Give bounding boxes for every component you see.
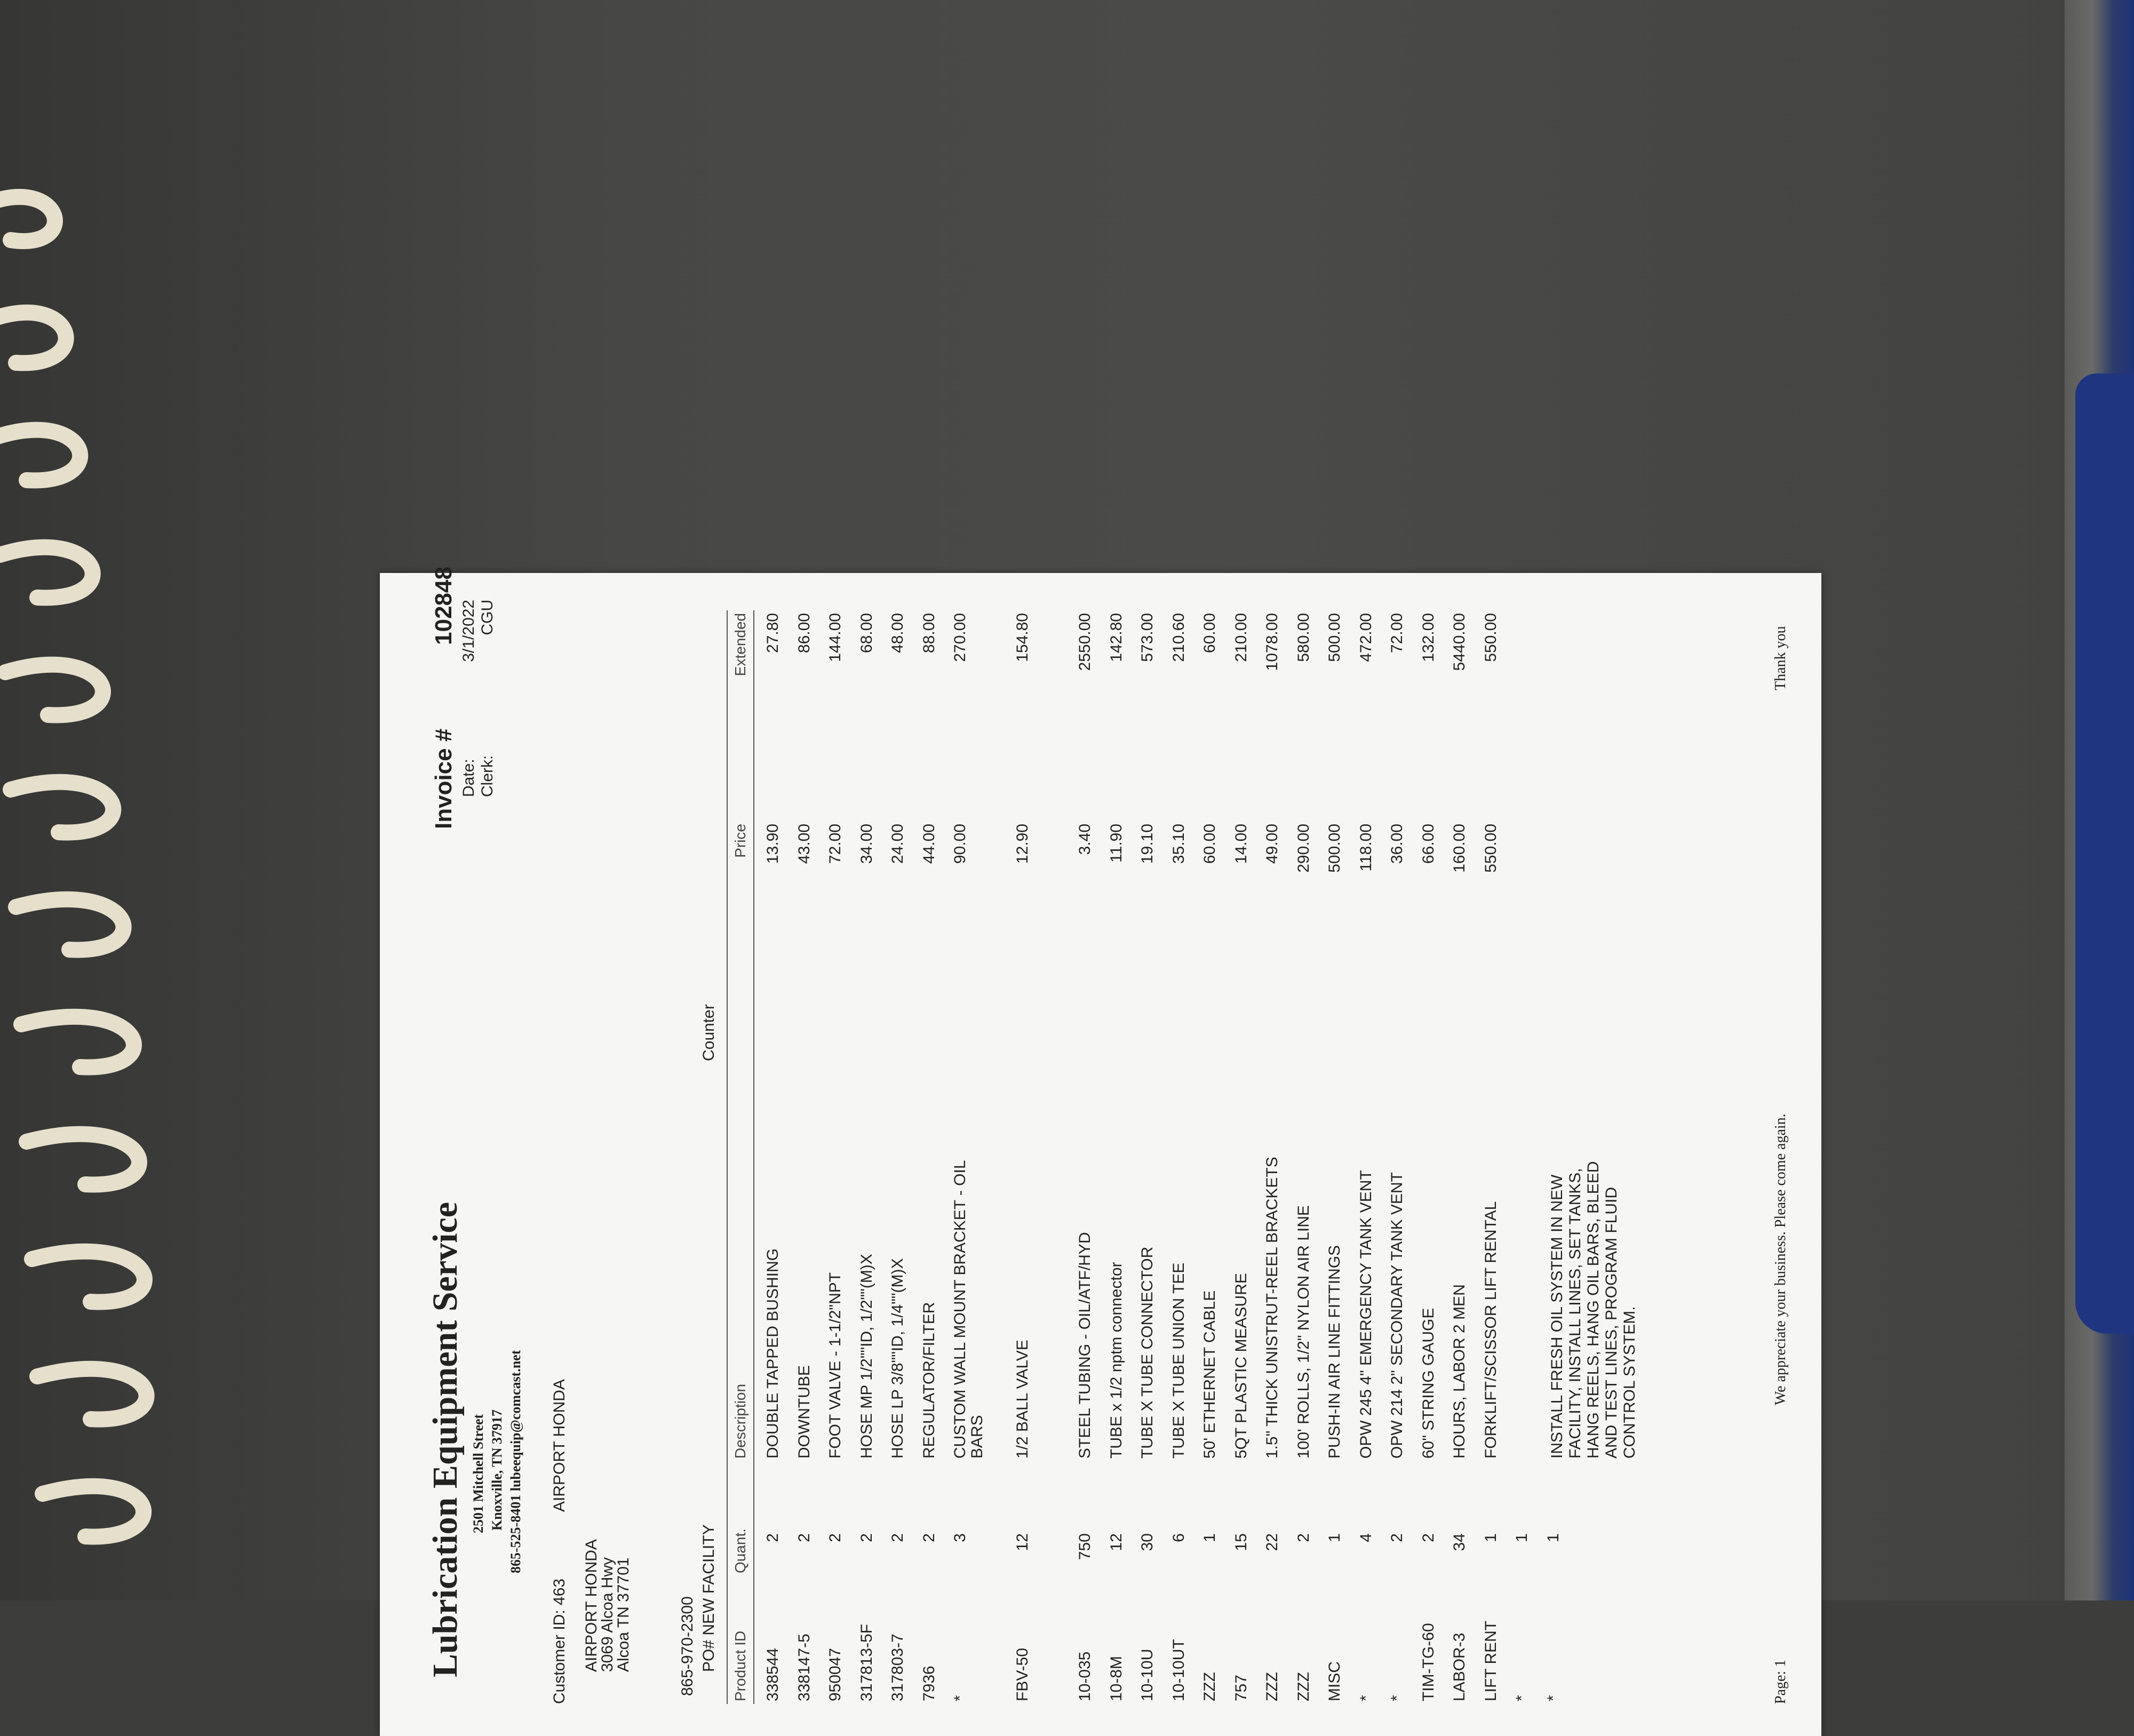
item-qty: 1 <box>1326 1533 1343 1542</box>
col-quant: Quant. <box>732 1528 749 1573</box>
item-qty: 2 <box>920 1533 938 1542</box>
item-qty: 4 <box>1357 1533 1375 1542</box>
item-pid: ZZZ <box>1201 1672 1219 1701</box>
item-price: 43.00 <box>795 824 813 864</box>
note-line: CONTROL SYSTEM. <box>1621 1306 1638 1459</box>
invoice-paper-wrap <box>380 294 1821 1704</box>
po-number: PO# NEW FACILITY <box>700 1524 718 1672</box>
item-qty: 34 <box>1451 1533 1468 1551</box>
coiled-cord <box>0 0 245 1600</box>
blue-cloth <box>2075 373 2134 1334</box>
item-desc: HOSE LP 3/8""ID, 1/4""(M)X <box>889 1258 906 1459</box>
note-line: AND TEST LINES, PROGRAM FLUID <box>1603 1187 1620 1459</box>
item-qty: 3 <box>951 1533 969 1542</box>
item-ext: 72.00 <box>1388 613 1406 654</box>
item-pid: 338147-5 <box>795 1634 813 1701</box>
date-label: Date: <box>460 759 477 797</box>
item-desc: TUBE X TUBE UNION TEE <box>1169 1262 1188 1459</box>
item-pid: TIM-TG-60 <box>1419 1623 1437 1701</box>
invoice-number: 102848 <box>431 567 457 645</box>
item-qty: 2 <box>1419 1533 1437 1542</box>
item-price: 290.00 <box>1294 824 1312 873</box>
item-qty: 2 <box>764 1533 782 1542</box>
item-pid: * <box>1513 1695 1531 1701</box>
item-qty: 2 <box>1294 1533 1312 1542</box>
item-price: 60.00 <box>1201 824 1219 864</box>
item-ext: 132.00 <box>1419 613 1437 662</box>
item-ext: 550.00 <box>1482 613 1500 662</box>
item-qty: 22 <box>1263 1533 1281 1551</box>
invoice-paper <box>380 567 1821 1736</box>
page-number: Page: 1 <box>1772 1659 1789 1704</box>
item-price: 49.00 <box>1263 824 1281 864</box>
item-ext: 270.00 <box>951 613 969 662</box>
item-desc: CUSTOM WALL MOUNT BRACKET - OIL <box>951 1160 969 1459</box>
item-desc: TUBE X TUBE CONNECTOR <box>1138 1246 1156 1459</box>
item-price: 13.90 <box>764 824 782 864</box>
item-ext: 2550.00 <box>1076 613 1094 671</box>
item-desc: DOWNTUBE <box>795 1365 813 1459</box>
item-ext: 86.00 <box>795 613 813 654</box>
item-desc: REGULATOR/FILTER <box>920 1302 938 1459</box>
header-rule-bottom <box>753 610 754 1704</box>
item-price: 66.00 <box>1419 824 1437 864</box>
company-contact: 865-525-8401 lubeequip@comcast.net <box>508 1350 523 1573</box>
company-name: Lubrication Equipment Service <box>426 1201 465 1677</box>
item-ext: 500.00 <box>1326 613 1343 662</box>
item-price: 44.00 <box>920 824 938 864</box>
item-qty: 2 <box>1388 1533 1406 1542</box>
item-pid: 10-10UT <box>1169 1639 1188 1701</box>
item-pid: LABOR-3 <box>1451 1633 1468 1701</box>
clerk-code: CGU <box>479 600 496 635</box>
item-pid: 10-035 <box>1076 1651 1094 1701</box>
item-pid: 338544 <box>764 1647 782 1701</box>
item-desc: FOOT VALVE - 1-1/2"NPT <box>826 1272 844 1459</box>
item-desc: 1.5" THICK UNISTRUT-REEL BRACKETS <box>1263 1157 1281 1459</box>
customer-city: Alcoa TN 37701 <box>615 1557 632 1672</box>
company-street: 2501 Mitchell Street <box>471 1414 486 1533</box>
item-qty: 2 <box>795 1533 813 1542</box>
item-pid: * <box>1388 1695 1406 1701</box>
item-ext: 48.00 <box>889 613 906 654</box>
item-pid: 757 <box>1232 1674 1250 1701</box>
item-price: 24.00 <box>889 824 906 864</box>
item-qty: 15 <box>1232 1533 1250 1551</box>
item-desc: OPW 245 4" EMERGENCY TANK VENT <box>1357 1170 1375 1459</box>
item-ext: 154.80 <box>1014 613 1031 662</box>
item-desc: DOUBLE TAPPED BUSHING <box>764 1248 782 1459</box>
item-qty: 12 <box>1014 1533 1031 1551</box>
item-pid: * <box>951 1695 969 1701</box>
item-qty: 1 <box>1544 1533 1562 1542</box>
item-desc: STEEL TUBING - OIL/ATF/HYD <box>1076 1232 1094 1459</box>
item-price: 35.10 <box>1169 824 1188 864</box>
note-line: INSTALL FRESH OIL SYSTEM IN NEW <box>1548 1174 1566 1459</box>
item-pid: ZZZ <box>1263 1672 1281 1701</box>
item-pid: 10-10U <box>1138 1649 1156 1701</box>
item-desc: FORKLIFT/SCISSOR LIFT RENTAL <box>1482 1201 1500 1459</box>
item-price: 118.00 <box>1357 824 1375 872</box>
item-ext: 88.00 <box>920 613 938 654</box>
item-ext: 142.80 <box>1107 613 1125 662</box>
col-product-id: Product ID <box>732 1630 749 1701</box>
item-price: 19.10 <box>1138 824 1156 864</box>
item-price: 34.00 <box>857 824 875 864</box>
item-ext: 210.00 <box>1232 613 1250 662</box>
item-price: 36.00 <box>1388 824 1406 864</box>
item-pid: ZZZ <box>1294 1672 1312 1701</box>
item-pid: LIFT RENT <box>1482 1620 1500 1701</box>
item-qty: 2 <box>826 1533 844 1542</box>
item-qty: 1 <box>1482 1533 1500 1542</box>
item-qty: 12 <box>1107 1533 1125 1551</box>
col-price: Price <box>732 824 749 858</box>
item-qty: 1 <box>1201 1533 1219 1542</box>
item-ext: 573.00 <box>1138 613 1156 662</box>
item-price: 12.90 <box>1014 824 1031 864</box>
customer-name: AIRPORT HONDA <box>583 1539 600 1672</box>
item-desc2: BARS <box>968 1415 986 1459</box>
item-price: 160.00 <box>1451 824 1468 873</box>
item-desc: PUSH-IN AIR LINE FITTINGS <box>1326 1245 1343 1459</box>
item-price: 550.00 <box>1482 824 1500 873</box>
item-price: 90.00 <box>951 824 969 864</box>
item-ext: 210.60 <box>1169 613 1188 662</box>
item-pid: 10-8M <box>1107 1655 1125 1701</box>
item-price: 11.90 <box>1107 824 1125 863</box>
item-qty: 2 <box>889 1533 906 1542</box>
customer-street: 3069 Alcoa Hwy <box>599 1557 616 1672</box>
item-desc: 1/2 BALL VALVE <box>1014 1340 1031 1459</box>
item-desc: TUBE x 1/2 nptm connector <box>1107 1262 1125 1459</box>
col-description: Description <box>732 1383 749 1459</box>
item-pid: 950047 <box>826 1647 844 1701</box>
terms-counter: Counter <box>700 1004 718 1061</box>
item-ext: 144.00 <box>826 613 844 662</box>
footer-thanks: Thank you <box>1772 626 1789 690</box>
item-pid: * <box>1544 1695 1562 1701</box>
customer-phone: 865-970-2300 <box>679 1596 696 1696</box>
note-line: FACILITY, INSTALL LINES, SET TANKS, <box>1566 1168 1584 1459</box>
customer-id: Customer ID: 463 <box>551 1578 568 1704</box>
item-pid: 7936 <box>920 1666 938 1701</box>
item-qty: 30 <box>1138 1533 1156 1551</box>
item-ext: 5440.00 <box>1451 613 1468 671</box>
footer-message: We appreciate your business. Please come again. <box>1772 1113 1789 1405</box>
item-desc: HOSE MP 1/2""ID, 1/2""(M)X <box>857 1254 875 1459</box>
item-desc: 5QT PLASTIC MEASURE <box>1232 1273 1250 1459</box>
item-pid: 317813-5F <box>857 1623 875 1701</box>
item-ext: 1078.00 <box>1263 613 1281 671</box>
item-qty: 750 <box>1076 1533 1094 1560</box>
customer-name-top: AIRPORT HONDA <box>551 1379 568 1512</box>
item-ext: 27.80 <box>764 613 782 654</box>
col-extended: Extended <box>732 613 749 676</box>
item-desc: 100' ROLLS, 1/2" NYLON AIR LINE <box>1294 1205 1312 1459</box>
item-pid: MISC <box>1326 1661 1343 1701</box>
header-rule-top <box>727 610 728 1704</box>
invoice-label: Invoice # <box>431 728 457 829</box>
item-desc: HOURS, LABOR 2 MEN <box>1451 1284 1468 1459</box>
item-price: 3.40 <box>1076 824 1094 855</box>
item-price: 72.00 <box>826 824 844 864</box>
item-ext: 68.00 <box>857 613 875 654</box>
item-ext: 580.00 <box>1294 613 1312 662</box>
invoice-date: 3/1/2022 <box>460 600 477 662</box>
item-pid: 317803-7 <box>889 1634 906 1701</box>
item-pid: * <box>1357 1695 1375 1701</box>
item-price: 14.00 <box>1232 824 1250 864</box>
item-desc: OPW 214 2" SECONDARY TANK VENT <box>1388 1172 1406 1459</box>
item-price: 500.00 <box>1326 824 1343 873</box>
item-desc: 50' ETHERNET CABLE <box>1201 1290 1219 1459</box>
item-qty: 1 <box>1513 1533 1531 1542</box>
item-ext: 60.00 <box>1201 613 1219 654</box>
item-desc: 60" STRING GAUGE <box>1419 1308 1437 1459</box>
item-qty: 6 <box>1169 1533 1188 1542</box>
item-qty: 2 <box>857 1533 875 1542</box>
note-line: HANG REELS, HANG OIL BARS, BLEED <box>1584 1161 1602 1459</box>
company-city: Knoxville, TN 37917 <box>489 1409 505 1531</box>
clerk-label: Clerk: <box>479 755 496 797</box>
item-ext: 472.00 <box>1357 613 1375 662</box>
item-pid: FBV-50 <box>1014 1647 1031 1701</box>
